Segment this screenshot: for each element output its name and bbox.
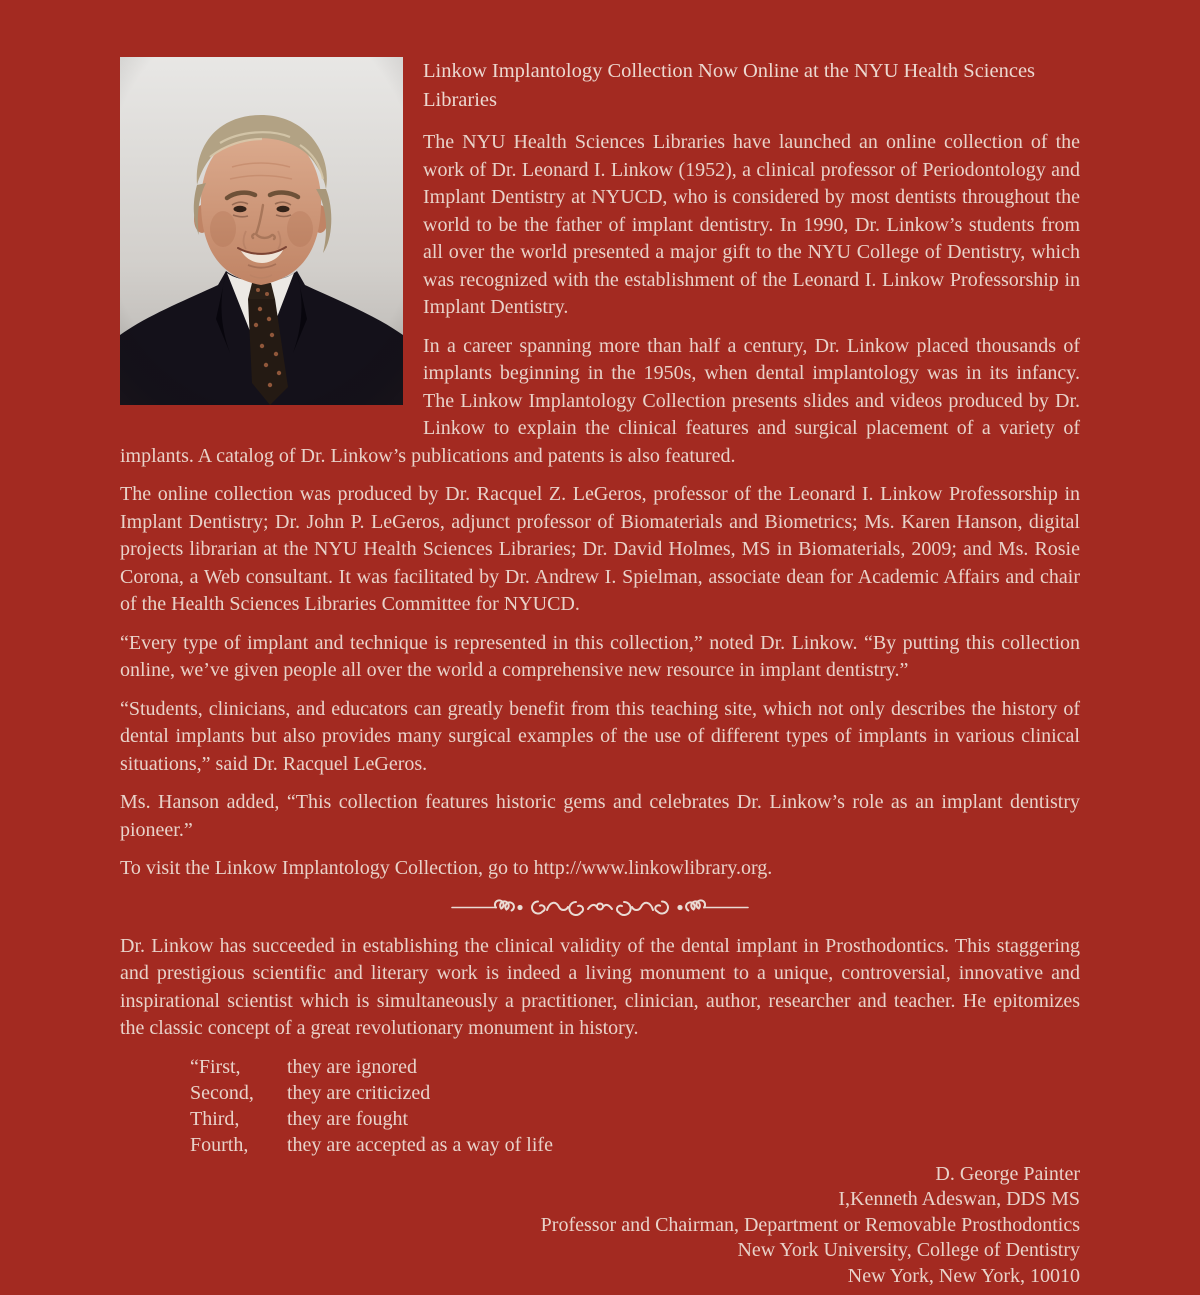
quote-ordinal: Third, — [190, 1107, 240, 1130]
quote-ordinal: “First, — [190, 1055, 241, 1078]
page-title: Linkow Implantology Collection Now Online at the NYU Health Sciences Libraries — [423, 60, 1036, 111]
flourish-icon — [450, 894, 750, 920]
quote-row — [190, 1132, 1080, 1158]
signature-line: New York, New York, 10010 — [847, 1264, 1080, 1287]
hanson-quote-paragraph: Ms. Hanson added, “This collection features historic gems and celebrates Dr. Linkow’s role as an implant dentistry pioneer.” — [120, 791, 1080, 841]
linkow-quote-paragraph: “Every type of implant and technique is represented in this collection,” noted Dr. Linkow. “By putting this collection online, we’ve given people all over the world a comprehensive new resource in implant dentistry.” — [120, 631, 1080, 681]
credits-paragraph: The online collection was produced by Dr. Racquel Z. LeGeros, professor of the Leonard I. Linkow Professorship in Implant Dentistry; Dr. John P. LeGeros, adjunct professor of Biomaterials and Biometrics; Ms. Karen Hanson, digital projects librarian at the NYU Health Sciences Libraries; Dr. David Holmes, MS in Biomaterials, 2009; and Ms. Rosie Corona, a Web consultant. It was facilitated by Dr. Andrew I. Spielman, associate dean for Academic Affairs and chair of the Health Sciences Libraries Committee for NYUCD. — [120, 483, 1080, 615]
collection-url: http://www.linkowlibrary.org — [533, 857, 768, 879]
linkow-portrait-photo — [120, 57, 403, 405]
signature-line: Professor and Chairman, Department or Removable Prosthodontics — [540, 1213, 1080, 1236]
visit-paragraph — [120, 855, 1080, 883]
quote-ordinal: Fourth, — [190, 1133, 249, 1156]
signature-line: D. George Painter — [935, 1162, 1080, 1185]
portrait-illustration — [120, 57, 403, 405]
quote-row — [190, 1080, 1080, 1106]
signature-line: New York University, College of Dentistry — [737, 1239, 1080, 1261]
quote-list — [190, 1054, 1080, 1158]
signature-block — [541, 1162, 1080, 1290]
quote-text: they are accepted as a way of life — [287, 1133, 553, 1156]
ornament-divider — [120, 894, 1080, 920]
visit-text: To visit the Linkow Implantology Collection, go to — [120, 857, 534, 879]
quote-ordinal: Second, — [190, 1081, 254, 1104]
quote-text: they are criticized — [287, 1081, 431, 1104]
intro-paragraph: The NYU Health Sciences Libraries have launched an online collection of the work of Dr. Leonard I. Linkow (1952), a clinical professor of Periodontology and Implant Dentistry at NYUCD, who is considered by most dentists throughout the world to be the father of implant dentistry. In 1990, Dr. Linkow’s students from all over the world presented a major gift to the NYU College of Dentistry, which was recognized with the establishment of the Leonard I. Linkow Professorship in Implant Dentistry. — [423, 131, 1080, 318]
career-paragraph: In a career spanning more than half a century, Dr. Linkow placed thousands of implants beginning in the 1950s, when dental implantology was in its infancy. The Linkow Implantology Collection presents slides and videos produced by Dr. Linkow to explain the clinical features and surgical placement of a variety of implants. A catalog of Dr. Linkow’s publications and patents is also featured. — [120, 334, 1080, 467]
tribute-paragraph: Dr. Linkow has succeeded in establishing the clinical validity of the dental implant in Prosthodontics. This staggering and prestigious scientific and literary work is indeed a living monument to a unique, controversial, innovative and inspirational scientist which is simultaneously a practitioner, clinician, author, researcher and teacher. He epitomizes the classic concept of a great revolutionary monument in history. — [120, 934, 1080, 1039]
quote-row — [190, 1106, 1080, 1132]
quote-text: they are fought — [287, 1107, 409, 1130]
visit-period: . — [767, 857, 773, 879]
quote-text: they are ignored — [287, 1055, 417, 1078]
signature-line: I,Kenneth Adeswan, DDS MS — [838, 1188, 1080, 1210]
legeros-quote-paragraph: “Students, clinicians, and educators can greatly benefit from this teaching site, which not only describes the history of dental implants but also provides many surgical examples of the use of different types of implants in various clinical situations,” said Dr. Racquel LeGeros. — [120, 697, 1080, 775]
quote-row — [190, 1054, 1080, 1080]
